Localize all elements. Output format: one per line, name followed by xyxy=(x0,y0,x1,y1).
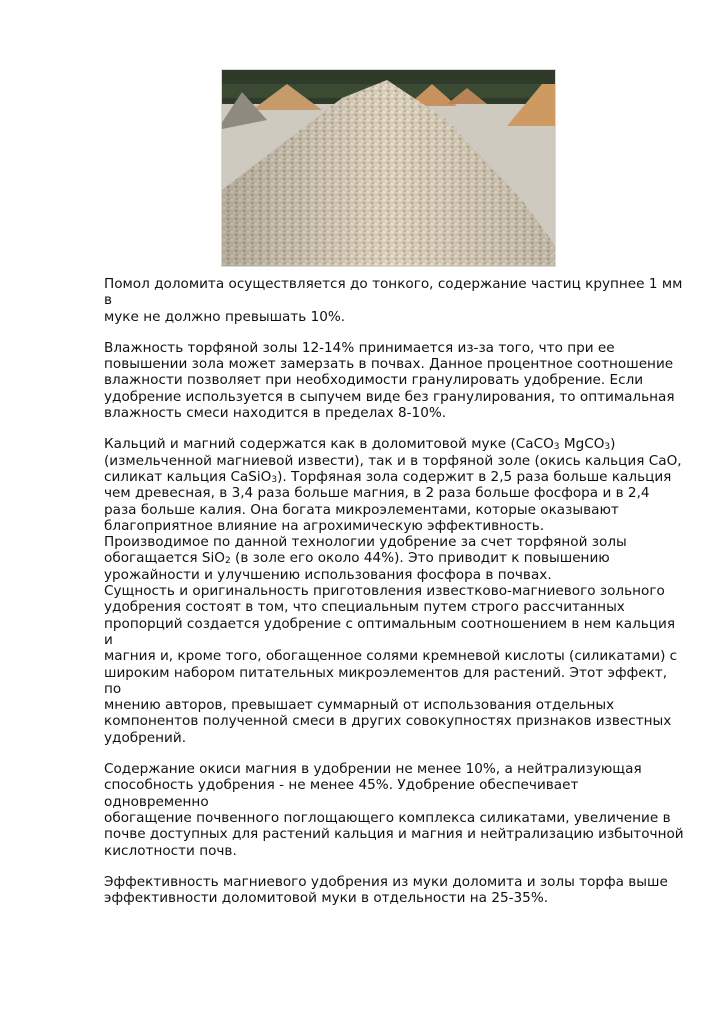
paragraph-2: Влажность торфяной золы 12-14% принимается из-за того, что при ее повышении зола может замерзать в почвах. Данное процентное соотношение влажности позволяет при необходимости гранулировать удобрение. Если удобрение используется в сыпучем виде без гранулирования, то оптимальная влажность смеси находится в пределах 8-10%. xyxy=(104,339,675,422)
subscript-3b: 3 xyxy=(604,442,611,453)
subscript-3c: 3 xyxy=(271,474,278,485)
paragraph-3-part-1: Кальций и магний содержатся как в доломитовой муке (CaCO xyxy=(104,436,554,453)
subscript-3a: 3 xyxy=(553,442,560,453)
paragraph-3-part-2: MgCO xyxy=(559,436,605,453)
paragraph-7: Эффективность магниевого удобрения из муки доломита и золы торфа выше эффективности доломитовой муки в отдельности на 25-35%. xyxy=(104,873,668,907)
paragraph-4-part-2: (в золе его около 44%). Это приводит к повышению урожайности и улучшению использования фосфора в почвах. xyxy=(104,550,610,583)
paragraph-4-part-1: Производимое по данной технологии удобрение за счет торфяной золы обогащается SiO xyxy=(104,534,627,567)
paragraph-3-part-3: ) (измельченной магниевой извести), так и в торфяной золе (окись кальция CaO, силикат кальция CaSiO xyxy=(104,436,682,485)
paragraph-1: Помол доломита осуществляется до тонкого, содержание частиц крупнее 1 мм в муке не должно превышать 10%. xyxy=(104,276,683,325)
dolomite-pile-photo xyxy=(221,69,556,267)
paragraph-6: Содержание окиси магния в удобрении не менее 10%, а нейтрализующая способность удобрения - не менее 45%. Удобрение обеспечивает одновременно обогащение почвенного поглощающего комплекса силикатами, увеличение в почве доступных для растений кальция и магния и нейтрализацию избыточной кислотности почв. xyxy=(104,761,684,859)
paragraph-3-part-4: ). Торфяная зола содержит в 2,5 раза больше кальция чем древесная, в 3,4 раза больше магния, в 2 раза больше фосфора и в 2,4 раза больше калия. Она богата микроэлементами, которые оказывают благоприятное влияние на агрохимическую эффективность. xyxy=(104,468,672,534)
paragraph-4 xyxy=(104,534,684,583)
article-text xyxy=(104,276,684,921)
paragraph-3 xyxy=(104,436,684,534)
paragraph-5: Сущность и оригинальность приготовления известково-магниевого зольного удобрения состоят в том, что специальным путем строго рассчитанных пропорций создается удобрение с оптимальным соотношением в нем кальция и магния и, кроме того, обогащенное солями кремневой кислоты (силикатами) с широким набором питательных микроэлементов для растений. Этот эффект, по мнению авторов, превышает суммарный от использования отдельных компонентов полученной смеси в других совокупностях признаков известных удобрений. xyxy=(104,583,678,746)
subscript-4a: 2 xyxy=(224,556,231,567)
